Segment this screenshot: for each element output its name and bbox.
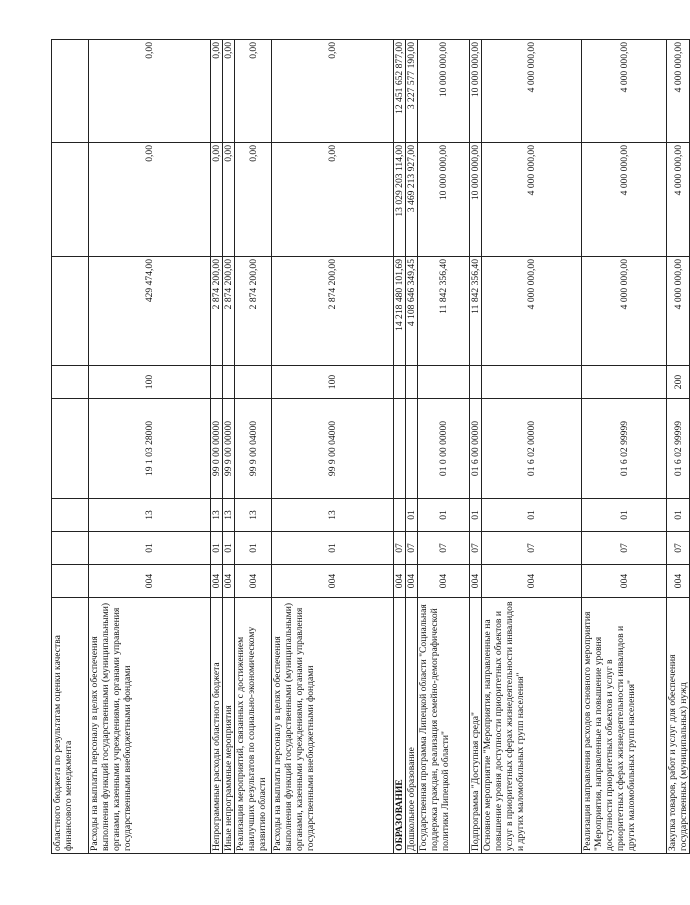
cell-subsection: 01: [470, 499, 482, 532]
cell-amount-1: 14 218 480 101,69: [394, 257, 406, 366]
cell-subsection: 01: [582, 499, 667, 532]
cell-name: Государственная программа Липецкой области "Социальная поддержка граждан, реализация семейно-демографической политики Липецкой области": [418, 598, 470, 854]
cell-subsection: 13: [272, 499, 394, 532]
cell-amount-3: 12 451 652 877,00: [394, 40, 406, 143]
cell-target-article: 01 0 00 00000: [418, 399, 470, 499]
cell-ministry: 004: [272, 565, 394, 598]
cell-amount-2: 10 000 000,00: [470, 143, 482, 257]
cell-name: Закупка товаров, работ и услуг для обеспечения государственных (муниципальных) нужд: [667, 598, 690, 854]
cell-target-article: [394, 399, 406, 499]
cell-subsection: 01: [406, 499, 418, 532]
cell-amount-1: 2 874 200,00: [223, 257, 235, 366]
cell-subsection: 13: [235, 499, 272, 532]
cell-section: 07: [394, 532, 406, 565]
cell-expense-type: [482, 366, 582, 399]
cell-target-article: 99 0 00 00000: [211, 399, 223, 499]
cell-subsection: 13: [223, 499, 235, 532]
cell-amount-2: 0,00: [272, 143, 394, 257]
cell-amount-3: 4 000 000,00: [482, 40, 582, 143]
cell-amount-3: 10 000 000,00: [470, 40, 482, 143]
cell-expense-type: [418, 366, 470, 399]
cell-target-article: 99 9 00 04000: [235, 399, 272, 499]
cell-expense-type: 100: [89, 366, 211, 399]
cell-amount-3: 4 000 000,00: [667, 40, 690, 143]
cell-subsection: 01: [667, 499, 690, 532]
table-row: [582, 40, 667, 854]
rotated-page: [51, 40, 689, 854]
cell-amount-2: 4 000 000,00: [667, 143, 690, 257]
cell-ministry: 004: [235, 565, 272, 598]
cell-amount-1: 11 842 356,40: [470, 257, 482, 366]
cell-amount-1: 4 000 000,00: [667, 257, 690, 366]
cell-amount-2: 4 000 000,00: [582, 143, 667, 257]
table-row: [272, 40, 394, 854]
cell-name: Основное мероприятие "Мероприятия, направленные на повышение уровня доступности приоритетных объектов и услуг в приоритетных сферах жизнедеятельности инвалидов и других маломобильных групп населения": [482, 598, 582, 854]
cell-ministry: [52, 565, 89, 598]
table-row: [52, 40, 89, 854]
table-row: [211, 40, 223, 854]
cell-subsection: [394, 499, 406, 532]
cell-amount-2: 4 000 000,00: [482, 143, 582, 257]
cell-amount-3: 0,00: [235, 40, 272, 143]
cell-section: 01: [223, 532, 235, 565]
cell-ministry: 004: [223, 565, 235, 598]
cell-amount-2: 0,00: [211, 143, 223, 257]
cell-expense-type: [235, 366, 272, 399]
cell-amount-2: 0,00: [223, 143, 235, 257]
cell-target-article: 01 6 00 00000: [470, 399, 482, 499]
cell-ministry: 004: [394, 565, 406, 598]
cell-section: 01: [272, 532, 394, 565]
cell-amount-2: 0,00: [235, 143, 272, 257]
cell-expense-type: [223, 366, 235, 399]
cell-ministry: 004: [89, 565, 211, 598]
cell-section: 01: [235, 532, 272, 565]
cell-target-article: 01 6 02 00000: [482, 399, 582, 499]
cell-target-article: 99 9 00 00000: [223, 399, 235, 499]
cell-name: Непрограммные расходы областного бюджета: [211, 598, 223, 854]
cell-amount-2: 10 000 000,00: [418, 143, 470, 257]
cell-amount-2: [52, 143, 89, 257]
cell-section: 01: [211, 532, 223, 565]
cell-ministry: 004: [582, 565, 667, 598]
cell-section: 07: [406, 532, 418, 565]
cell-amount-3: 0,00: [211, 40, 223, 143]
table-row: [406, 40, 418, 854]
cell-subsection: 01: [418, 499, 470, 532]
cell-expense-type: [582, 366, 667, 399]
cell-amount-3: 10 000 000,00: [418, 40, 470, 143]
table-row: [470, 40, 482, 854]
cell-expense-type: 200: [667, 366, 690, 399]
cell-amount-2: 13 029 203 114,00: [394, 143, 406, 257]
table-row: [482, 40, 582, 854]
cell-amount-1: 2 874 200,00: [211, 257, 223, 366]
cell-amount-3: 0,00: [89, 40, 211, 143]
cell-section: [52, 532, 89, 565]
cell-subsection: 13: [211, 499, 223, 532]
cell-target-article: 01 6 02 99999: [667, 399, 690, 499]
table-row: [235, 40, 272, 854]
cell-expense-type: [470, 366, 482, 399]
cell-name: Подпрограмма "Доступная среда": [470, 598, 482, 854]
cell-name: Расходы на выплаты персоналу в целях обеспечения выполнения функций государственными (муниципальными) органами, казенными учреждениями, органами управления государственными внебюджетными фондами: [272, 598, 394, 854]
cell-expense-type: 100: [272, 366, 394, 399]
table-row: [418, 40, 470, 854]
cell-amount-1: 11 842 356,40: [418, 257, 470, 366]
budget-table: [51, 39, 690, 854]
cell-amount-1: 4 000 000,00: [482, 257, 582, 366]
cell-ministry: 004: [406, 565, 418, 598]
cell-expense-type: [394, 366, 406, 399]
cell-ministry: 004: [667, 565, 690, 598]
cell-amount-1: 429 474,00: [89, 257, 211, 366]
cell-target-article: [406, 399, 418, 499]
table-row: [89, 40, 211, 854]
cell-target-article: [52, 399, 89, 499]
cell-target-article: 01 6 02 99999: [582, 399, 667, 499]
cell-subsection: 01: [482, 499, 582, 532]
cell-name: Дошкольное образование: [406, 598, 418, 854]
cell-name: Реализация мероприятий, связанных с достижением наилучших результатов по социально-экономическому развитию области: [235, 598, 272, 854]
cell-amount-3: 3 227 577 190,00: [406, 40, 418, 143]
cell-amount-1: 4 000 000,00: [582, 257, 667, 366]
cell-amount-3: [52, 40, 89, 143]
cell-name: Иные непрограммные мероприятия: [223, 598, 235, 854]
cell-section: 01: [89, 532, 211, 565]
cell-name: областного бюджета по результатам оценки качества финансового менеджмента: [52, 598, 89, 854]
cell-name: Расходы на выплаты персоналу в целях обеспечения выполнения функций государственными (муниципальными) органами, казенными учреждениями, органами управления государственными внебюджетными фондами: [89, 598, 211, 854]
cell-section: 07: [470, 532, 482, 565]
cell-expense-type: [52, 366, 89, 399]
cell-subsection: [52, 499, 89, 532]
cell-section: 07: [582, 532, 667, 565]
cell-ministry: 004: [470, 565, 482, 598]
cell-ministry: 004: [418, 565, 470, 598]
cell-section: 07: [667, 532, 690, 565]
cell-expense-type: [406, 366, 418, 399]
cell-amount-1: 2 874 200,00: [235, 257, 272, 366]
cell-amount-1: 4 108 646 349,45: [406, 257, 418, 366]
cell-name: ОБРАЗОВАНИЕ: [394, 598, 406, 854]
table-body: [52, 40, 690, 854]
cell-amount-2: 3 469 213 927,00: [406, 143, 418, 257]
table-row: [394, 40, 406, 854]
cell-ministry: 004: [482, 565, 582, 598]
cell-amount-3: 0,00: [272, 40, 394, 143]
cell-amount-3: 0,00: [223, 40, 235, 143]
cell-subsection: 13: [89, 499, 211, 532]
cell-amount-1: 2 874 200,00: [272, 257, 394, 366]
cell-target-article: 99 9 00 04000: [272, 399, 394, 499]
cell-ministry: 004: [211, 565, 223, 598]
cell-name: Реализация направления расходов основного мероприятия "Мероприятия, направленные на повышение уровня доступности приоритетных объектов и услуг в приоритетных сферах жизнедеятельности инвалидов и других маломобильных групп населения": [582, 598, 667, 854]
cell-section: 07: [482, 532, 582, 565]
table-row: [667, 40, 690, 854]
cell-expense-type: [211, 366, 223, 399]
cell-amount-2: 0,00: [89, 143, 211, 257]
cell-amount-3: 4 000 000,00: [582, 40, 667, 143]
cell-target-article: 19 1 03 28000: [89, 399, 211, 499]
table-row: [223, 40, 235, 854]
cell-amount-1: [52, 257, 89, 366]
cell-section: 07: [418, 532, 470, 565]
